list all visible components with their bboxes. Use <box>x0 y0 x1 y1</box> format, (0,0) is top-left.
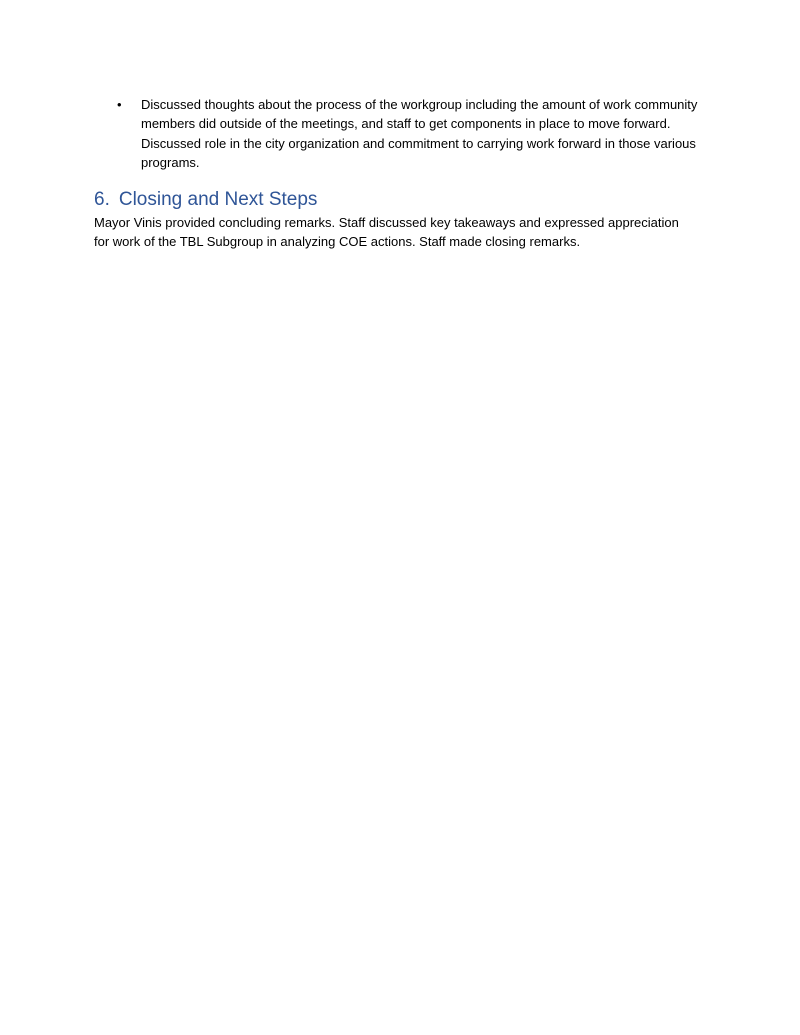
bullet-icon: • <box>117 97 122 112</box>
section-heading <box>94 188 317 212</box>
closing-paragraph: Mayor Vinis provided concluding remarks. Staff discussed key takeaways and expressed appreciation for work of the TBL Subgroup in analyzing COE actions. Staff made closing remarks. <box>94 215 679 250</box>
section-number: 6. <box>94 189 110 210</box>
section-title: Closing and Next Steps <box>118 189 318 210</box>
bullet-item <box>117 95 717 173</box>
bullet-list <box>117 95 717 173</box>
bullet-text: Discussed thoughts about the process of the workgroup including the amount of work community members did outside of the meetings, and staff to get components in place to move forward. Discussed role in the city organization and commitment to carrying work forward in those various programs. <box>141 97 698 171</box>
